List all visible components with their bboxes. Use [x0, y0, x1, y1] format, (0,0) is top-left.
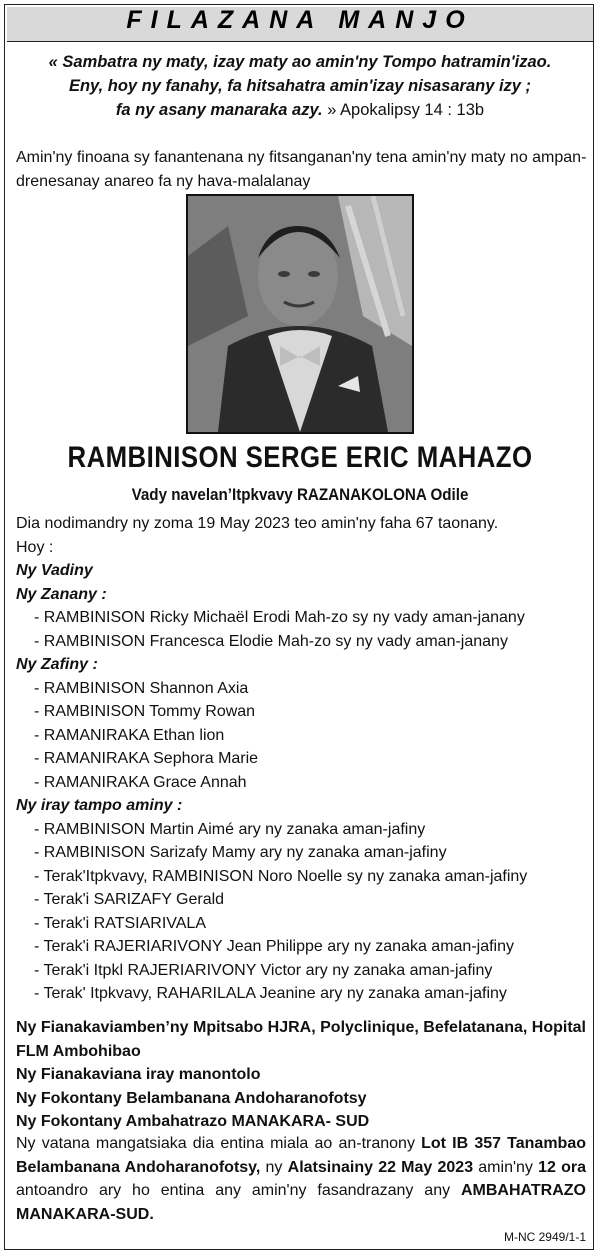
notice-title: FILAZANA MANJO — [126, 6, 474, 34]
reference-code: M-NC 2949/1-1 — [503, 1230, 586, 1244]
list-item: - RAMBINISON Francesca Elodie Mah-zo sy ny vady aman-janany — [34, 632, 508, 650]
list-item: - Terak'i Itpkl RAJERIARIVONY Victor ary ny zanaka aman-jafiny — [34, 961, 493, 979]
bible-quote — [10, 50, 590, 122]
intro-paragraph: Amin'ny finoana sy fanantenana ny fitsanganan'ny tena amin'ny maty no ampan-drenesanay anareo fa ny hava-malalanay — [16, 149, 587, 190]
funeral-address: Lot IB 357 Tanambao Belambanana Andoharanofotsy, — [16, 1135, 587, 1176]
funeral-text: ny — [260, 1158, 288, 1176]
deceased-name: RAMBINISON SERGE ERIC MAHAZO — [67, 441, 533, 474]
list-item: - RAMANIRAKA Grace Annah — [34, 773, 247, 791]
funeral-text: amin'ny — [473, 1158, 539, 1176]
siblings-heading: Ny iray tampo aminy : — [16, 797, 183, 814]
list-item: - RAMBINISON Martin Aimé ary ny zanaka aman-jafiny — [34, 820, 426, 838]
deceased-portrait — [186, 194, 414, 434]
list-item: - RAMBINISON Shannon Axia — [34, 679, 249, 697]
organization-item: Ny Fianakaviana iray manontolo — [16, 1066, 261, 1083]
portrait-illustration — [188, 196, 412, 432]
list-item: - RAMANIRAKA Sephora Marie — [34, 750, 259, 767]
organization-item: Ny Fokontany Ambahatrazo MANAKARA- SUD — [16, 1113, 370, 1130]
list-item: - Terak'i SARIZAFY Gerald — [34, 891, 225, 908]
list-item: - Terak'i RATSIARIVALA — [34, 914, 206, 932]
quote-reference: » Apokalipsy 14 : 13b — [322, 101, 485, 119]
quote-line-2: Eny, hoy ny fanahy, fa hitsahatra amin'izay nisasarany izy ; — [68, 77, 532, 95]
death-notice: Dia nodimandry ny zoma 19 May 2023 teo amin'ny faha 67 taonany. — [16, 515, 499, 532]
family-section — [16, 512, 588, 1006]
spouse-heading: Ny Vadiny — [16, 562, 93, 579]
list-item: - Terak'Itpkvavy, RAMBINISON Noro Noelle sy ny zanaka aman-jafiny — [34, 867, 528, 885]
funeral-paragraph — [16, 1132, 586, 1226]
children-heading: Ny Zanany : — [16, 585, 107, 603]
organizations-list — [16, 1016, 586, 1134]
organization-item: Ny Fokontany Belambanana Andoharanofotsy — [16, 1089, 367, 1107]
quote-line-3 — [10, 98, 590, 122]
funeral-text: Ny vatana mangatsiaka dia entina miala ao an-tranony — [16, 1135, 422, 1152]
hoy-label: Hoy : — [16, 538, 54, 556]
quote-text: fa ny asany manaraka azy. — [115, 101, 323, 119]
list-item: - Terak' Itpkvavy, RAHARILALA Jeanine ary ny zanaka aman-jafiny — [34, 985, 507, 1002]
list-item: - Terak'i RAJERIARIVONY Jean Philippe ary ny zanaka aman-jafiny — [34, 938, 515, 955]
list-item: - RAMBINISON Tommy Rowan — [34, 703, 256, 720]
funeral-text: antoandro ary ho entina any amin'ny fasandrazany any — [16, 1182, 461, 1199]
funeral-destination: AMBAHATRAZO MANAKARA-SUD. — [16, 1182, 586, 1223]
funeral-date: Alatsinainy 22 May 2023 — [287, 1158, 474, 1176]
funeral-time: 12 ora — [538, 1158, 587, 1176]
quote-line-1: « Sambatra ny maty, izay maty ao amin'ny Tompo hatramin'izao. — [48, 53, 552, 71]
list-item: - RAMBINISON Ricky Michaël Erodi Mah-zo sy ny vady aman-janany — [34, 609, 525, 626]
grandchildren-heading: Ny Zafiny : — [16, 656, 98, 673]
spouse-line: Vady navelan’Itpkvavy RAZANAKOLONA Odile — [131, 486, 469, 504]
list-item: - RAMANIRAKA Ethan lion — [34, 726, 225, 744]
organization-item: Ny Fianakaviamben’ny Mpitsabo HJRA, Polyclinique, Befelatanana, Hopital FLM Ambohibao — [16, 1019, 586, 1060]
list-item: - RAMBINISON Sarizafy Mamy ary ny zanaka aman-jafiny — [34, 844, 447, 861]
